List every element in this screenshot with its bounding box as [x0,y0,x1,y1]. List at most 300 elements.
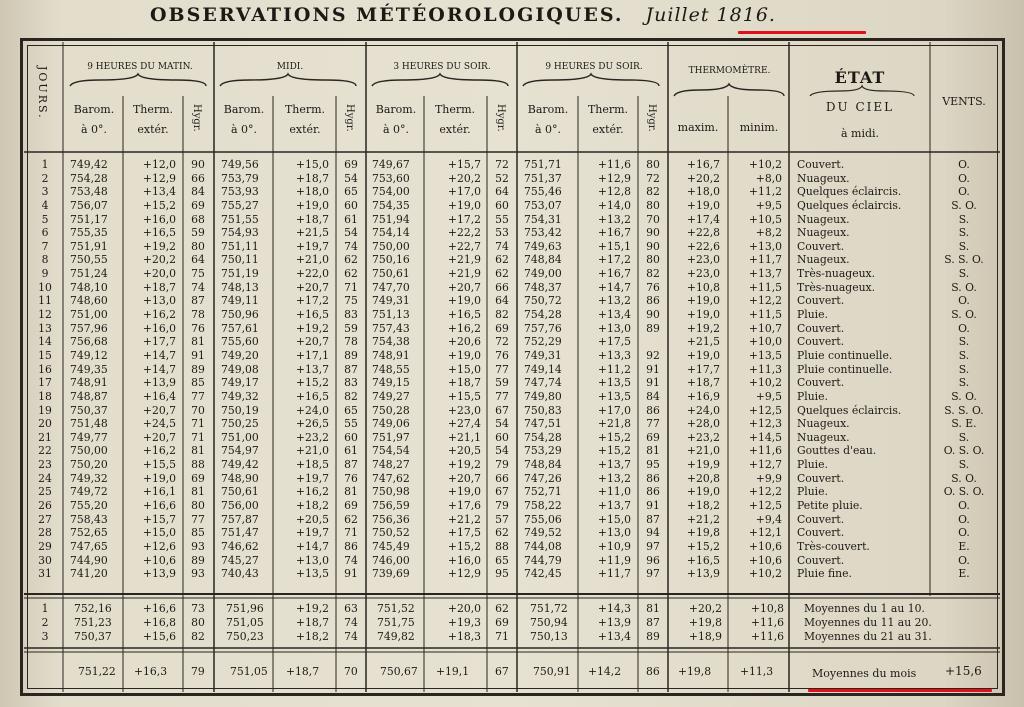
cell-maxim: +18,2 [686,499,720,513]
cell-therm: +13,7 [597,499,631,513]
cell-therm: +19,2 [295,321,329,335]
cell-vent: S. [958,362,970,376]
header-barom-4 [519,100,577,140]
cell-barom: 750,96 [221,308,259,322]
cell-therm: +12,8 [597,185,631,199]
cell-hygr: 61 [344,444,358,458]
barom-sub: à 0°. [230,123,258,136]
cell-hygr: 69 [344,158,358,171]
cell-therm: +21,2 [447,512,481,526]
header-group-morning: 9 HEURES DU MATIN. [87,62,193,72]
cell-hygr: 65 [495,553,509,567]
cell-barom: 757,87 [221,512,259,526]
cell-hygr: 67 [495,403,509,417]
cell-hygr: 72 [495,335,509,349]
cell-hygr: 87 [191,294,205,308]
day-number: 26 [38,499,52,513]
cell-etat: Pluie. [797,389,828,403]
day-number: 30 [38,553,52,567]
cell-barom: 756,59 [372,499,410,513]
cell-barom: 753,93 [221,185,259,199]
cell-vent: S. [958,430,970,444]
avg-cell: 751,52 [377,602,415,615]
avg-labels [30,602,60,644]
cell-therm: +26,5 [295,417,329,431]
cell-therm: +17,2 [447,212,481,226]
cell-barom: 758,43 [70,512,108,526]
cell-vent: S. [958,212,970,226]
cell-minim: +9,5 [755,198,782,212]
cell-hygr: 97 [646,567,660,581]
avg-cell: +19,3 [447,616,481,629]
cell-therm: +13,4 [597,308,631,322]
cell-therm: +16,2 [142,444,176,458]
cell-barom: 747,62 [372,471,410,485]
cell-barom: 748,13 [221,280,259,294]
cell-barom: 757,61 [221,321,259,335]
cell-barom: 750,11 [221,253,259,267]
cell-hygr: 90 [191,158,205,171]
cell-therm: +17,2 [295,294,329,308]
cell-hygr: 64 [495,185,509,199]
cell-barom: 752,71 [524,485,562,499]
cell-hygr: 86 [646,485,660,499]
avg-cell: 80 [191,616,205,629]
cell-hygr: 84 [646,389,660,403]
cell-barom: 751,94 [372,212,410,226]
day-number: 25 [38,485,52,499]
cell-barom: 745,49 [372,539,410,553]
cell-therm: +11,0 [597,485,631,499]
cell-hygr: 62 [344,512,358,526]
cell-barom: 754,93 [221,226,259,240]
cell-etat: Très-nuageux. [797,280,876,294]
cell-hygr: 69 [191,471,205,485]
cell-barom: 751,97 [372,430,410,444]
barom-sub: à 0°. [80,123,108,136]
cell-barom: 754,28 [524,308,562,322]
cell-hygr: 60 [495,198,509,212]
barom-sub: à 0°. [382,123,410,136]
cell-therm: +14,7 [295,539,329,553]
therm-sub: extér. [439,123,471,136]
cell-therm: +18,7 [295,171,329,185]
mois-morning-therm: +16,3 [134,665,168,678]
cell-barom: 750,19 [221,403,259,417]
cell-therm: +18,2 [295,499,329,513]
day-number: 1 [41,158,49,171]
cell-therm: +22,7 [447,239,481,253]
cell-etat: Couvert. [797,294,845,308]
cell-hygr: 65 [344,185,358,199]
cell-barom: 748,87 [70,389,108,403]
cell-therm: +16,7 [597,226,631,240]
cell-hygr: 81 [646,444,660,458]
title-month: Juillet 1816. [645,4,776,26]
cell-barom: 754,35 [372,198,410,212]
day-number: 4 [41,198,49,212]
cell-therm: +17,5 [447,526,481,540]
cell-barom: 751,00 [70,308,108,322]
cell-hygr: 81 [191,444,205,458]
cell-barom: 755,20 [70,499,108,513]
avg-etat-label: Moyennes du 1 au 10. [804,602,925,615]
cell-vent: S. [958,239,970,253]
cell-barom: 740,43 [221,567,259,581]
mois-midi-therm: +18,7 [286,665,320,678]
cell-barom: 750,20 [70,458,108,472]
avg-cell: 74 [344,630,358,643]
cell-therm: +15,5 [142,458,176,472]
avg-midi-barom [226,602,278,644]
cell-maxim: +16,9 [686,389,720,403]
cell-etat: Gouttes d'eau. [797,444,877,458]
cell-maxim: +16,5 [686,553,720,567]
cell-minim: +10,2 [748,567,782,581]
cell-hygr: 55 [344,417,358,431]
cell-therm: +14,7 [142,362,176,376]
cell-barom: 753,79 [221,171,259,185]
day-number: 23 [38,458,52,472]
cell-hygr: 81 [191,335,205,349]
cell-maxim: +21,2 [686,512,720,526]
cell-hygr: 80 [646,158,660,171]
cell-therm: +15,2 [597,430,631,444]
cell-barom: 754,38 [372,335,410,349]
cell-therm: +12,6 [142,539,176,553]
cell-hygr: 91 [646,362,660,376]
cell-vent: O. [958,512,970,526]
cell-etat: Couvert. [797,239,845,253]
cell-vent: O. [958,294,970,308]
cell-barom: 750,00 [372,239,410,253]
avg-cell: 750,13 [530,630,568,643]
avg-soir3-hygr [488,602,516,644]
cell-hygr: 76 [344,471,358,485]
avg-morning-barom [74,602,126,644]
cell-barom: 750,28 [372,403,410,417]
cell-therm: +11,2 [597,362,631,376]
avg-cell: +16,6 [142,602,176,615]
cell-minim: +11,5 [748,308,782,322]
avg-cell: +20,2 [688,602,722,615]
cell-barom: 751,47 [221,526,259,540]
col-soir3-hygr [488,158,516,581]
avg-maxim [670,602,722,644]
cell-etat: Pluie continuelle. [797,348,893,362]
col-morning-therm [124,158,176,581]
cell-barom: 748,84 [524,253,562,267]
cell-maxim: +23,0 [686,253,720,267]
cell-barom: 753,42 [524,226,562,240]
cell-therm: +23,0 [447,403,481,417]
col-soir3-barom [372,158,424,581]
header-barom-1 [66,100,122,140]
cell-hygr: 87 [344,362,358,376]
day-number: 9 [41,267,49,281]
cell-hygr: 95 [646,458,660,472]
avg-cell: +16,8 [142,616,176,629]
cell-hygr: 59 [191,226,205,240]
cell-barom: 749,14 [524,362,562,376]
cell-hygr: 72 [646,171,660,185]
cell-hygr [639,335,667,349]
cell-hygr: 76 [646,280,660,294]
cell-barom: 755,46 [524,185,562,199]
cell-therm: +20,2 [142,253,176,267]
header-group-soir3: 3 HEURES DU SOIR. [393,62,491,72]
avg-cell: +10,8 [750,602,784,615]
cell-barom: 751,00 [221,430,259,444]
cell-therm: +13,7 [597,458,631,472]
cell-maxim: +21,0 [686,444,720,458]
cell-therm: +13,9 [142,376,176,390]
cell-hygr: 89 [646,321,660,335]
cell-therm: +20,5 [447,444,481,458]
cell-therm: +20,5 [295,512,329,526]
day-number: 10 [38,280,52,294]
cell-barom: 754,28 [524,430,562,444]
cell-vent: S. [958,267,970,281]
cell-hygr: 77 [646,417,660,431]
cell-therm: +10,9 [597,539,631,553]
header-therm-1 [125,100,181,140]
cell-hygr: 88 [495,539,509,553]
cell-barom: 750,61 [372,267,410,281]
cell-hygr: 91 [646,376,660,390]
mois-midi-barom: 751,05 [230,665,268,678]
cell-therm: +16,0 [142,212,176,226]
cell-barom: 750,61 [221,485,259,499]
cell-therm: +13,5 [597,376,631,390]
cell-hygr: 81 [191,485,205,499]
cell-barom: 757,76 [524,321,562,335]
cell-hygr: 86 [646,294,660,308]
cell-vent: S. E. [951,417,977,431]
cell-hygr: 69 [495,321,509,335]
cell-barom: 749,27 [372,389,410,403]
cell-etat: Couvert. [797,335,845,349]
cell-maxim: +22,8 [686,226,720,240]
cell-barom: 751,91 [70,239,108,253]
cell-barom: 750,72 [524,294,562,308]
header-group-soir9: 9 HEURES DU SOIR. [545,62,643,72]
mois-soir3-hygr: 67 [495,665,509,678]
col-etat [797,158,929,581]
cell-barom: 749,42 [70,158,108,171]
cell-minim: +12,3 [748,417,782,431]
cell-hygr: 82 [646,267,660,281]
cell-minim: +9,4 [755,512,782,526]
cell-vent: O. [958,158,970,171]
cell-etat: Couvert. [797,321,845,335]
cell-maxim: +16,7 [686,158,720,171]
cell-etat: Couvert. [797,512,845,526]
cell-therm: +13,4 [142,185,176,199]
cell-minim: +12,2 [748,294,782,308]
cell-therm: +16,1 [142,485,176,499]
day-number: 12 [38,308,52,322]
mois-soir3-barom: 750,67 [380,665,418,678]
cell-therm: +13,5 [597,389,631,403]
cell-therm: +16,6 [142,499,176,513]
cell-etat: Quelques éclaircis. [797,198,902,212]
cell-barom: 757,96 [70,321,108,335]
day-number: 2 [41,171,49,185]
avg-morning-therm [124,602,176,644]
cell-therm: +15,0 [295,158,329,171]
title-text: OBSERVATIONS MÉTÉOROLOGIQUES. [150,4,624,26]
therm-sub: extér. [289,123,321,136]
cell-therm: +14,0 [597,198,631,212]
cell-hygr: 67 [495,485,509,499]
cell-barom: 754,54 [372,444,410,458]
header-group-midi: MIDI. [276,62,304,72]
cell-minim: +10,2 [748,158,782,171]
cell-hygr: 57 [495,512,509,526]
cell-barom: 751,37 [524,171,562,185]
cell-minim: +13,7 [748,267,782,281]
avg-cell: 87 [646,616,660,629]
day-number: 3 [41,185,49,199]
avg-cell: 750,23 [226,630,264,643]
cell-hygr: 84 [191,185,205,199]
therm-sub: extér. [592,123,624,136]
cell-hygr: 79 [495,458,509,472]
cell-maxim: +19,0 [686,308,720,322]
cell-hygr: 69 [344,499,358,513]
cell-vent: O. S. O. [943,444,985,458]
cell-therm: +13,2 [597,471,631,485]
cell-hygr: 72 [495,158,509,171]
mois-soir3-therm: +19,1 [436,665,470,678]
day-number: 29 [38,539,52,553]
avg-cell: +18,2 [295,630,329,643]
cell-maxim: +15,2 [686,539,720,553]
avg-etat-label: Moyennes du 11 au 20. [804,616,932,629]
cell-hygr: 86 [646,403,660,417]
avg-cell: +15,6 [142,630,176,643]
cell-therm: +15,2 [142,198,176,212]
cell-barom: 755,60 [221,335,259,349]
cell-therm: +16,0 [142,321,176,335]
cell-minim: +12,1 [748,526,782,540]
cell-hygr: 91 [191,348,205,362]
day-number: 21 [38,430,52,444]
avg-cell: 69 [495,616,509,629]
cell-etat: Couvert. [797,376,845,390]
avg-cell: 750,94 [530,616,568,629]
day-number: 11 [38,294,52,308]
cell-etat: Nuageux. [797,430,850,444]
cell-minim: +11,7 [748,253,782,267]
cell-etat: Nuageux. [797,417,850,431]
cell-therm: +15,7 [142,512,176,526]
avg-cell: 71 [495,630,509,643]
avg-cell: +18,9 [688,630,722,643]
avg-cell: 749,82 [377,630,415,643]
cell-etat: Nuageux. [797,253,850,267]
cell-therm: +20,2 [447,171,481,185]
cell-barom: 749,17 [221,376,259,390]
cell-therm: +17,6 [447,499,481,513]
cell-barom: 748,84 [524,458,562,472]
cell-barom: 748,90 [221,471,259,485]
header-jours: JOURS. [36,66,49,120]
cell-barom: 750,98 [372,485,410,499]
cell-maxim: +20,2 [686,171,720,185]
cell-vent: S. O. [951,389,977,403]
cell-vent: O. [958,526,970,540]
cell-therm: +20,7 [295,335,329,349]
cell-therm: +13,0 [597,321,631,335]
day-number: 20 [38,417,52,431]
cell-vent: S. S. O. [944,403,984,417]
avg-cell: 752,16 [74,602,112,615]
barom-label: Barom. [527,103,569,116]
cell-vent: S. [958,458,970,472]
day-number: 27 [38,512,52,526]
cell-therm: +16,7 [597,267,631,281]
cell-barom: 754,28 [70,171,108,185]
cell-therm: +19,7 [295,239,329,253]
avg-midi-hygr [337,602,365,644]
cell-hygr: 90 [646,226,660,240]
avg-cell: +19,2 [295,602,329,615]
cell-hygr: 86 [344,539,358,553]
header-minim: minim. [739,121,779,134]
cell-hygr: 55 [495,212,509,226]
cell-barom: 749,72 [70,485,108,499]
cell-barom: 755,27 [221,198,259,212]
cell-barom: 748,91 [372,348,410,362]
cell-barom: 749,20 [221,348,259,362]
cell-barom: 752,65 [70,526,108,540]
cell-hygr: 80 [191,239,205,253]
cell-hygr: 89 [344,348,358,362]
cell-hygr: 66 [495,471,509,485]
cell-barom: 754,97 [221,444,259,458]
cell-therm: +12,9 [142,171,176,185]
cell-therm: +10,6 [142,553,176,567]
day-number: 15 [38,348,52,362]
cell-etat: Nuageux. [797,171,850,185]
cell-maxim: +19,0 [686,294,720,308]
cell-therm: +19,2 [447,458,481,472]
cell-hygr: 74 [191,280,205,294]
cell-etat: Petite pluie. [797,499,863,513]
cell-hygr: 71 [344,280,358,294]
cell-minim: +11,5 [748,280,782,294]
cell-barom: 749,06 [372,417,410,431]
cell-therm: +17,0 [447,185,481,199]
avg-cell: +20,0 [447,602,481,615]
cell-barom: 756,68 [70,335,108,349]
header-hygr-4: Hygr. [646,104,657,132]
cell-barom: 749,08 [221,362,259,376]
cell-therm: +24,5 [142,417,176,431]
cell-hygr: 85 [191,526,205,540]
cell-therm: +17,5 [597,335,631,349]
cell-barom: 749,00 [524,267,562,281]
cell-barom: 739,69 [372,567,410,581]
day-number: 19 [38,403,52,417]
cell-barom: 745,27 [221,553,259,567]
cell-etat: Pluie fine. [797,567,852,581]
cell-therm: +20,6 [447,335,481,349]
cell-hygr: 82 [646,185,660,199]
cell-hygr: 90 [646,239,660,253]
